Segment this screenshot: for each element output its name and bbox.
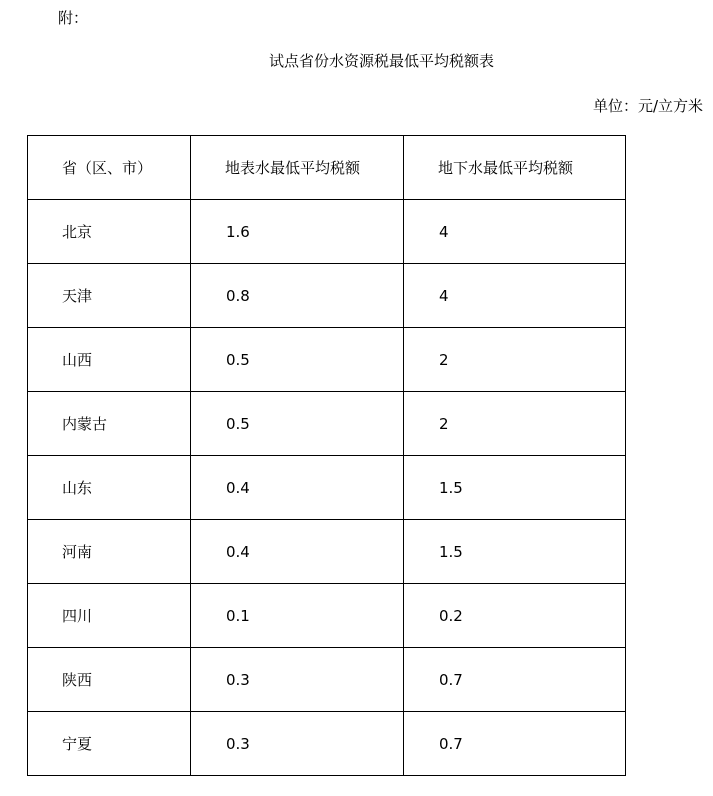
table-row: [28, 264, 626, 328]
cell-ground-water: 0.2: [404, 584, 626, 648]
table-row: [28, 648, 626, 712]
unit-note: 单位：元/立方米: [592, 97, 703, 115]
header-ground-water: 地下水最低平均税额: [404, 136, 626, 200]
cell-surface-water: 0.3: [191, 712, 404, 776]
cell-ground-water: 0.7: [404, 712, 626, 776]
cell-region: 宁夏: [28, 712, 191, 776]
table-row: [28, 456, 626, 520]
cell-region: 北京: [28, 200, 191, 264]
table-row: [28, 328, 626, 392]
table-header-row: [28, 136, 626, 200]
appendix-label: 附：: [58, 9, 89, 27]
header-surface-water: 地表水最低平均税额: [191, 136, 404, 200]
cell-ground-water: 1.5: [404, 520, 626, 584]
table-row: [28, 392, 626, 456]
cell-ground-water: 2: [404, 328, 626, 392]
cell-ground-water: 0.7: [404, 648, 626, 712]
header-region: 省（区、市）: [28, 136, 191, 200]
cell-surface-water: 1.6: [191, 200, 404, 264]
table-row: [28, 200, 626, 264]
cell-surface-water: 0.4: [191, 520, 404, 584]
cell-region: 四川: [28, 584, 191, 648]
cell-region: 内蒙古: [28, 392, 191, 456]
cell-surface-water: 0.5: [191, 328, 404, 392]
table-row: [28, 520, 626, 584]
table-row: [28, 584, 626, 648]
cell-surface-water: 0.4: [191, 456, 404, 520]
cell-region: 山西: [28, 328, 191, 392]
cell-region: 山东: [28, 456, 191, 520]
cell-surface-water: 0.3: [191, 648, 404, 712]
tax-rate-table: [27, 135, 626, 776]
cell-region: 天津: [28, 264, 191, 328]
cell-region: 河南: [28, 520, 191, 584]
cell-region: 陕西: [28, 648, 191, 712]
cell-ground-water: 2: [404, 392, 626, 456]
cell-surface-water: 0.5: [191, 392, 404, 456]
cell-surface-water: 0.1: [191, 584, 404, 648]
document-title: 试点省份水资源税最低平均税额表: [268, 52, 494, 70]
table-row: [28, 712, 626, 776]
cell-ground-water: 1.5: [404, 456, 626, 520]
cell-surface-water: 0.8: [191, 264, 404, 328]
cell-ground-water: 4: [404, 264, 626, 328]
cell-ground-water: 4: [404, 200, 626, 264]
